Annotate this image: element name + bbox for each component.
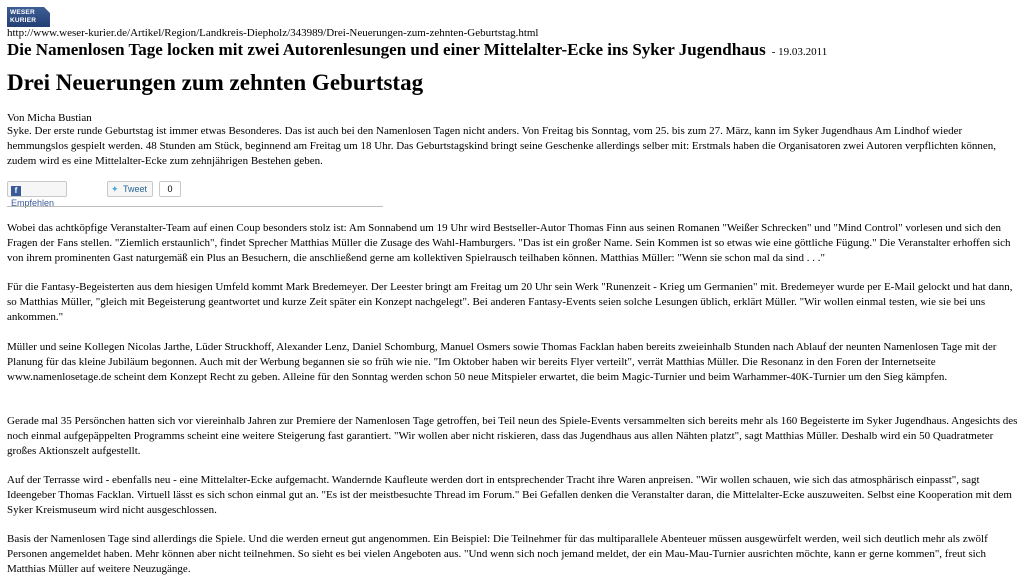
facebook-recommend-label: Empfehlen	[11, 198, 55, 208]
article-headline: Die Namenlosen Tage locken mit zwei Autorenlesungen und einer Mittelalter-Ecke ins Syker Jugendhaus	[7, 40, 766, 59]
share-divider	[7, 206, 383, 207]
article-paragraph: Basis der Namenlosen Tage sind allerdings die Spiele. Und die werden erneut gut angenommen. Ein Beispiel: Die Teilnehmer für das multiparallele Abenteuer müssen ausgewürfelt werden, weil sich deutlich mehr als zwölf Personen angemeldet haben. Mehr können aber nicht teilnehmen. So sieht es bei vielen Angeboten aus. "Und wenn sich noch jemand meldet, der ein Mau-Mau-Turnier ausrichten möchte, kann er gerne kommen", freut sich Matthias Müller auf weitere Neuzugänge.	[7, 533, 988, 575]
article-paragraph: Für die Fantasy-Begeisterten aus dem hiesigen Umfeld kommt Mark Bredemeyer. Der Leester bringt am Freitag um 20 Uhr sein Werk "Runenzeit - Krieg um Germanien" mit. Bredemeyer wurde per E-Mail gelockt und hat dann, so Matthias Müller, "gleich mit Begeisterung geantwortet und kurze Zeit später ein Konzept nachgelegt". Bei anderen Fantasy-Events seien solche Lesungen üblich, erklärt Müller. "Wir wollen einmal testen, wie sie bei uns ankommen."	[7, 281, 1013, 323]
publication-date: - 19.03.2011	[771, 46, 828, 58]
twitter-bird-icon: ✦	[111, 184, 119, 194]
tweet-label: Tweet	[123, 184, 148, 194]
tweet-button[interactable]	[107, 181, 153, 197]
article-paragraph: Gerade mal 35 Persönchen hatten sich vor viereinhalb Jahren zur Premiere der Namenlosen Tage getroffen, bei Teil neun des Spiele-Events versammelten sich bereits mehr als 160 Begeisterte im Syker Jugendhaus. Angesichts des noch einmal aufgepäppelten Programms scheint eine weitere Steigerung fast garantiert. "Wir wollen aber nicht riskieren, dass das Jugendhaus aus allen Nähten platzt", sagt Matthias Müller. Deshalb wird ein 50 Quadratmeter großes Aktionszelt aufgestellt.	[7, 415, 1018, 457]
article-paragraph: Wobei das achtköpfige Veranstalter-Team auf einen Coup besonders stolz ist: Am Sonnabend um 19 Uhr wird Bestseller-Autor Thomas Finn aus seinen Romanen "Weißer Schrecken" und "Mind Control" vorlesen und sich den Fragen der Fans stellen. "Ziemlich erstaunlich", findet Sprecher Matthias Müller die Zusage des Wahl-Hamburgers. "Das ist ein großer Name. Sein Kommen ist so etwas wie eine göttliche Fügung." Die Veranstalter erhoffen sich von ihrem prominenten Gast naturgemäß ein Plus an Besuchern, die anschließend gerne am kollektiven Spielrausch teilhaben können. Matthias Müller: "Wenn sie schon mal da sind . . ."	[7, 222, 1011, 264]
tweet-count: 0	[159, 181, 181, 197]
facebook-recommend-button[interactable]	[7, 181, 67, 208]
article-intro: Syke. Der erste runde Geburtstag ist immer etwas Besonderes. Das ist auch bei den Namenlosen Tagen nicht anders. Von Freitag bis Sonntag, vom 25. bis zum 27. März, kann im Syker Jugendhaus Am Lindhof wieder hemmungslos gespielt werden. 48 Stunden am Stück, beginnend am Freitag um 18 Uhr. Das Geburtstagskind bringt seine Geschenke allerdings selber mit: Erstmals haben die Organisatoren zwei Autoren verpflichten können, zudem wird es eine Mittelalter-Ecke zum zehnjährigen Bestehen geben.	[7, 125, 996, 167]
author-byline: Von Micha Bustian	[7, 112, 92, 124]
article-paragraph: Müller und seine Kollegen Nicolas Jarthe, Lüder Struckhoff, Alexander Lenz, Daniel Schomburg, Manuel Osmers sowie Thomas Facklan haben bereits zweieinhalb Stunden nach Ablauf der neunten Namenlosen Tage mit der Planung für das kleine Jubiläum begonnen. Auch mit der Werbung begannen sie so früh wie nie. "Im Oktober haben wir bereits Flyer verteilt", verrät Matthias Müller. Die Resonanz in den Foren der Internetseite www.namenlosetage.de scheint dem Konzept Recht zu geben. Alleine für den Sonntag werden schon 50 neue Mitspieler erwartet, die beim Magic-Turnier und beim Warhammer-40K-Turnier um den Sieg kämpfen.	[7, 341, 997, 383]
social-share-bar	[7, 180, 407, 208]
weser-kurier-logo[interactable]	[7, 7, 50, 27]
article-title: Drei Neuerungen zum zehnten Geburtstag	[7, 70, 424, 95]
facebook-icon: f	[11, 186, 21, 196]
logo-line-2: KURIER	[10, 17, 37, 24]
logo-line-1: WESER	[10, 9, 35, 16]
article-url: http://www.weser-kurier.de/Artikel/Region/Landkreis-Diepholz/343989/Drei-Neuerungen-zum-zehnten-Geburtstag.html	[7, 27, 539, 39]
headline-row	[7, 40, 827, 60]
article-paragraph: Auf der Terrasse wird - ebenfalls neu - eine Mittelalter-Ecke aufgemacht. Wandernde Kaufleute werden dort in entsprechender Tracht ihre Waren anpreisen. "Wir wollen schauen, wie sich das atmosphärisch einpasst", sagt Ideengeber Thomas Facklan. Virtuell lässt es sich schon einmal gut an. "Es ist der meistbesuchte Thread im Forum." Bei Gefallen denken die Veranstalter daran, die Mittelalter-Ecke auszuweiten. Selbst eine Kooperation mit dem Syker Kreismuseum wird nicht ausgeschlossen.	[7, 474, 1012, 516]
